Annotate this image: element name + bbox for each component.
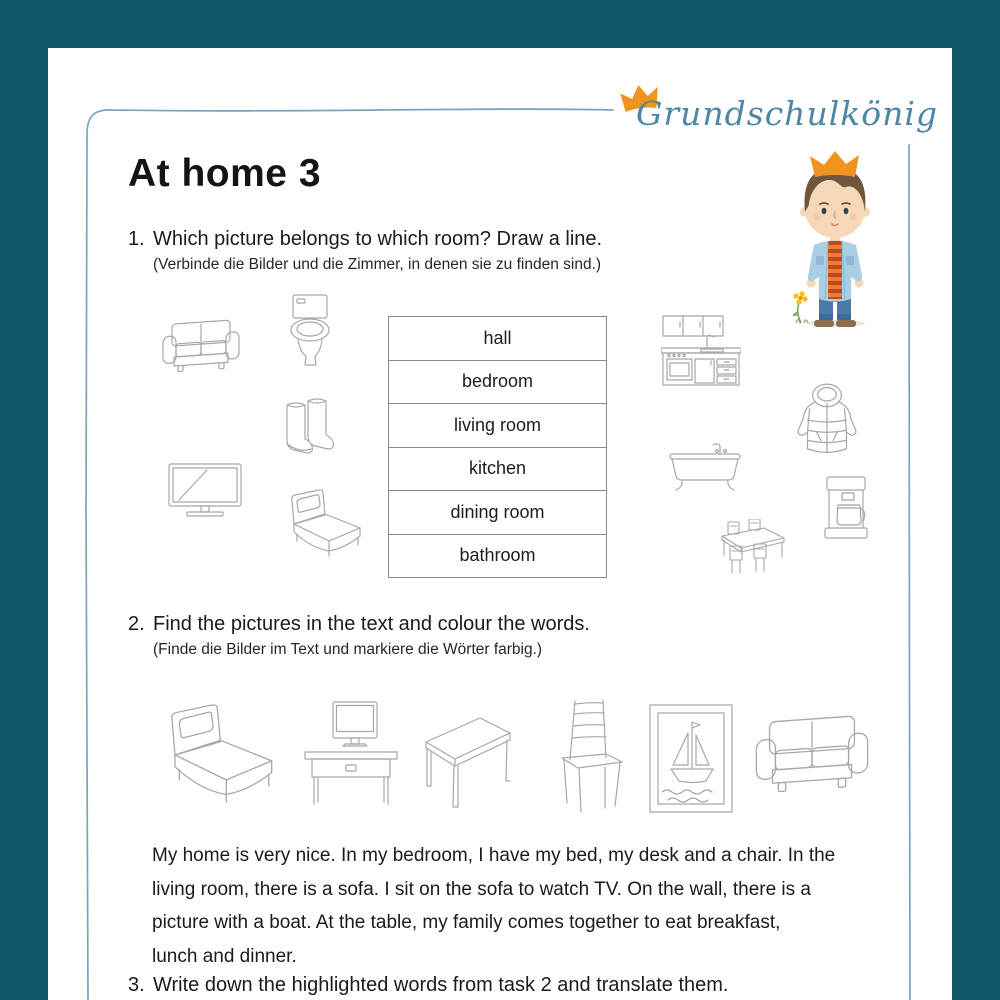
task1-instruction bbox=[128, 228, 602, 251]
task3-number: 3. bbox=[128, 974, 145, 996]
rubber-boots-image[interactable] bbox=[277, 392, 339, 458]
page-title: At home 3 bbox=[128, 152, 322, 195]
task1-subtitle-de: (Verbinde die Bilder und die Zimmer, in denen sie zu finden sind.) bbox=[153, 256, 602, 273]
winter-jacket-image[interactable] bbox=[794, 381, 860, 459]
boy-with-crown-illustration bbox=[789, 148, 881, 328]
desk-image[interactable] bbox=[303, 700, 399, 806]
room-cell-bedroom[interactable]: bedroom bbox=[389, 361, 606, 405]
table-image[interactable] bbox=[418, 710, 514, 812]
logo-text: Grundschulkönig bbox=[636, 94, 939, 133]
task2-subtitle-de: (Finde die Bilder im Text und markiere die Wörter farbig.) bbox=[153, 641, 543, 658]
task1-instruction-text: Which picture belongs to which room? Draw a line. bbox=[153, 228, 603, 250]
worksheet-page bbox=[48, 48, 952, 1000]
room-cell-hall[interactable]: hall bbox=[389, 317, 606, 361]
tv-image[interactable] bbox=[167, 462, 243, 518]
toilet-image[interactable] bbox=[286, 292, 334, 370]
boat-picture-image[interactable] bbox=[648, 703, 734, 815]
task3-instruction bbox=[128, 974, 728, 997]
dining-table-image[interactable] bbox=[708, 519, 788, 577]
room-cell-living-room[interactable]: living room bbox=[389, 404, 606, 448]
rooms-table bbox=[388, 316, 607, 578]
task2-number: 2. bbox=[128, 613, 145, 635]
story-line: lunch and dinner. bbox=[152, 945, 297, 967]
story-paragraph bbox=[152, 839, 835, 973]
task2-instruction bbox=[128, 613, 590, 636]
room-cell-dining-room[interactable]: dining room bbox=[389, 491, 606, 535]
room-cell-bathroom[interactable]: bathroom bbox=[459, 545, 536, 566]
bathtub-image[interactable] bbox=[668, 442, 742, 496]
kitchen-unit-image[interactable] bbox=[661, 314, 741, 388]
sofa-image[interactable] bbox=[160, 312, 242, 376]
bed-image[interactable] bbox=[279, 488, 365, 558]
room-cell-kitchen[interactable]: kitchen bbox=[389, 448, 606, 492]
bed-image-2[interactable] bbox=[153, 702, 279, 805]
task2-instruction-text: Find the pictures in the text and colour the words. bbox=[153, 613, 590, 635]
sofa-image-2[interactable] bbox=[752, 704, 872, 798]
task1-number: 1. bbox=[128, 228, 145, 250]
story-line: picture with a boat. At the table, my family comes together to eat breakfast, bbox=[152, 912, 781, 933]
task3-instruction-text: Write down the highlighted words from task 2 and translate them. bbox=[153, 974, 729, 996]
chair-image[interactable] bbox=[550, 698, 632, 816]
story-line: living room, there is a sofa. I sit on the sofa to watch TV. On the wall, there is a bbox=[152, 878, 811, 900]
coffee-maker-image[interactable] bbox=[823, 475, 869, 541]
story-line: My home is very nice. In my bedroom, I have my bed, my desk and a chair. In the bbox=[152, 845, 836, 866]
